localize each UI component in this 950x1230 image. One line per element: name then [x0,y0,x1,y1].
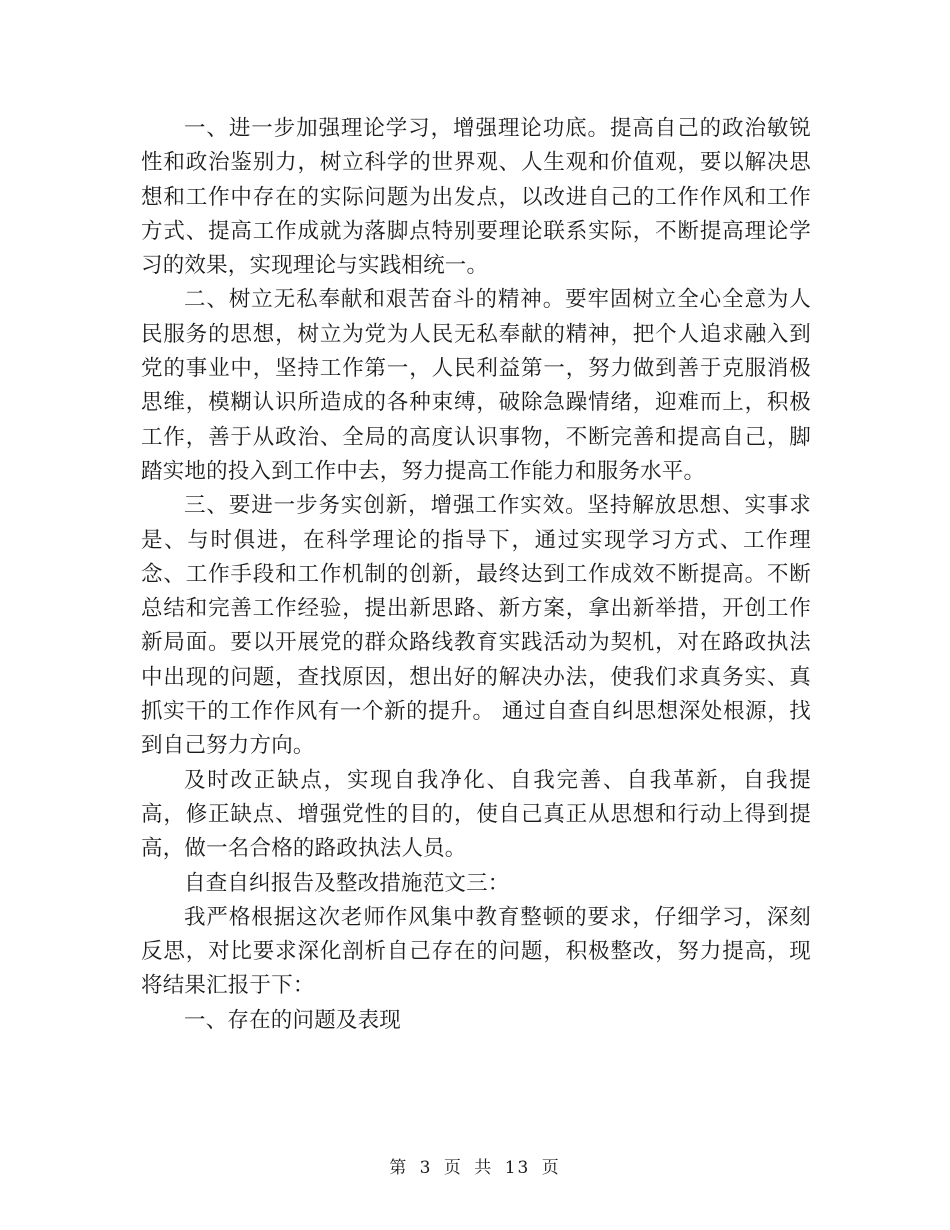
paragraph-innovation: 三、要进一步务实创新，增强工作实效。坚持解放思想、实事求是、与时俱进，在科学理论的指导下，通过实现学习方式、工作理念、工作手段和工作机制的创新，最终达到工作成效不断提高。不断总结和完善工作经验，提出新思路、新方案，拿出新举措，开创工作新局面。要以开展党的群众路线教育实践活动为契机，对在路政执法中出现的问题，查找原因，想出好的解决办法，使我们求真务实、真抓实干的工作作风有一个新的提升。 通过自查自纠思想深处根源，找到自己努力方向。 [141,493,811,759]
paragraph-selfless-dedication: 二、树立无私奉献和艰苦奋斗的精神。要牢固树立全心全意为人民服务的思想，树立为党为人民无私奉献的精神，把个人追求融入到党的事业中，坚持工作第一，人民利益第一，努力做到善于克服消极思维，模糊认识所造成的各种束缚，破除急躁情绪，迎难而上，积极工作，善于从政治、全局的高度认识事物，不断完善和提高自己，脚踏实地的投入到工作中去，努力提高工作能力和服务水平。 [141,287,811,484]
page-number-footer: 第 3 页 共 13 页 [389,1158,561,1178]
paragraph-correct-shortcomings: 及时改正缺点，实现自我净化、自我完善、自我革新，自我提高，修正缺点、增强党性的目的，使自己真正从思想和行动上得到提高，做一名合格的路政执法人员。 [141,767,811,862]
section-heading-problems: 一、存在的问题及表现 [184,1007,402,1033]
section-heading-sample-three: 自查自纠报告及整改措施范文三： [184,870,510,896]
paragraph-theory-study: 一、进一步加强理论学习，增强理论功底。提高自己的政治敏锐性和政治鉴别力，树立科学的世界观、人生观和价值观，要以解决思想和工作中存在的实际问题为出发点，以改进自己的工作作风和工作方式、提高工作成就为落脚点特别要理论联系实际，不断提高理论学习的效果，实现理论与实践相统一。 [141,116,811,279]
document-body [141,112,811,1038]
paragraph-report-intro: 我严格根据这次老师作风集中教育整顿的要求，仔细学习，深刻反思，对比要求深化剖析自己存在的问题，积极整改，努力提高，现将结果汇报于下： [141,904,811,999]
